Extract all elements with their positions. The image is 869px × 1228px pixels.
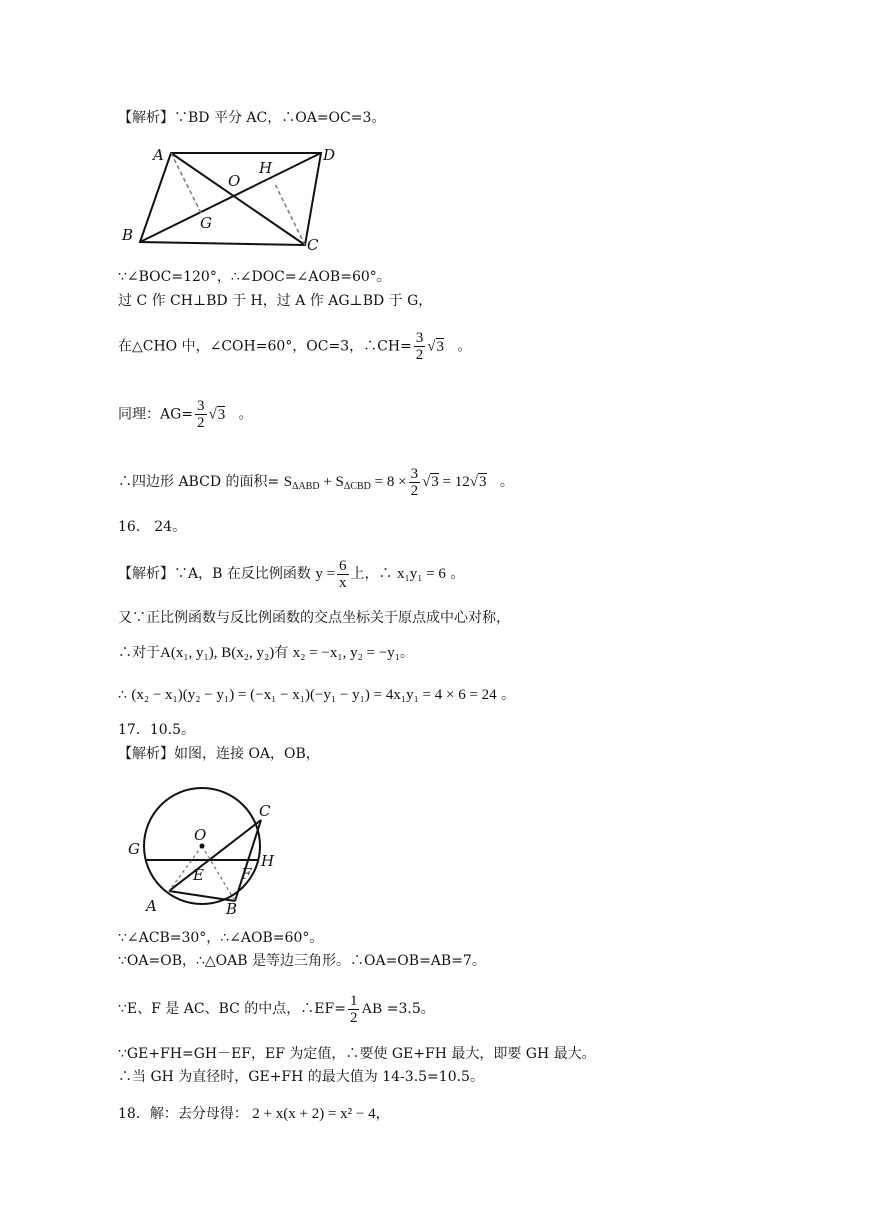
- label-e2: E: [193, 866, 204, 884]
- line-angle-acb: ∵∠ACB=30°，∴∠AOB=60°。: [118, 930, 324, 946]
- dashed-ag: [171, 153, 201, 213]
- center-dot: [200, 844, 205, 849]
- line-analysis-1: 【解析】∵BD 平分 AC，∴OA=OC=3。: [118, 110, 386, 126]
- label-h: H: [259, 159, 273, 177]
- line-answer-17: 17．10.5。: [118, 722, 195, 738]
- dashed-ob: [202, 846, 235, 901]
- line-diameter: ∴当 GH 为直径时，GE+FH 的最大值为 14-3.5=10.5。: [118, 1069, 484, 1085]
- label-a: A: [153, 146, 164, 164]
- ch-text: 在△CHO 中，∠COH=60°，OC=3，∴CH=: [118, 338, 412, 355]
- label-o2: O: [194, 826, 207, 844]
- circle-figure: [118, 778, 288, 916]
- fraction-3-2-b: $\frac{3}{2}$: [197, 398, 205, 431]
- line-points: ∴对于A(x₁, y₁), B(x₂, y₂)有 x₂ = −x₁, y₂ = −y₁。: [118, 645, 414, 661]
- label-c: C: [307, 236, 319, 254]
- area-formula: $S_{\Delta ABD} + S_{\Delta CBD} = 8$ × $\frac{3}{2}$ √3 = 12√3: [283, 466, 487, 499]
- label-f2: F: [241, 865, 252, 883]
- line-angle-boc: ∵∠BOC=120°，∴∠DOC=∠AOB=60°。: [118, 269, 391, 285]
- label-h2: H: [261, 852, 275, 870]
- line-ch: 在△CHO 中，∠COH=60°，OC=3，∴CH= $\frac{3}{2}$ √3 。: [118, 330, 472, 363]
- line-product: ∴ (x₂ − x₁)(y₂ − y₁) = (−x₁ − x₁)(−y₁ − y₁) = 4x₁y₁ = 4 × 6 = 24 。: [118, 687, 516, 703]
- label-a2: A: [146, 897, 157, 915]
- line-analysis-17: 【解析】如图，连接 OA，OB，: [118, 746, 320, 762]
- line-symmetry: 又∵正比例函数与反比例函数的交点坐标关于原点成中心对称，: [118, 610, 510, 626]
- label-g: G: [200, 214, 212, 232]
- line-answer-16: 16． 24。: [118, 519, 187, 535]
- line-gh-max: ∵GE+FH=GH－EF，EF 为定值，∴要使 GE+FH 最大，即要 GH 最大。: [118, 1046, 596, 1062]
- parallelogram-figure: [118, 140, 348, 255]
- line-construction: 过 C 作 CH⊥BD 于 H，过 A 作 AG⊥BD 于 G，: [118, 293, 433, 309]
- label-o: O: [228, 172, 241, 190]
- line-analysis-16: 【解析】∵A，B 在反比例函数 y = $\frac{6}{x}$ 上，∴ x₁y₁ = 6 。: [118, 558, 465, 591]
- label-g2: G: [128, 840, 140, 858]
- label-b2: B: [226, 900, 238, 916]
- label-d: D: [323, 146, 336, 164]
- diagonal-ac: [171, 153, 305, 245]
- line-ag: 同理：AG= $\frac{3}{2}$ √3 。: [118, 398, 253, 431]
- line-ef: ∵E、F 是 AC、BC 的中点，∴EF= $\frac{1}{2}$ AB =3.5。: [118, 993, 435, 1026]
- line-equilateral: ∵OA=OB，∴△OAB 是等边三角形。∴OA=OB=AB=7。: [118, 953, 486, 969]
- line-area: ∴四边形 ABCD 的面积= $S_{\Delta ABD} + S_{\Delta CBD} = 8$ × $\frac{3}{2}$ √3 = 12√3 。: [118, 466, 514, 499]
- label-c2: C: [259, 802, 271, 820]
- fraction-3-2: $\frac{3}{2}$: [415, 330, 424, 363]
- label-b: B: [122, 226, 134, 244]
- line-problem-18: 18．解：去分母得： 2 + x(x + 2) = x² − 4，: [118, 1106, 390, 1122]
